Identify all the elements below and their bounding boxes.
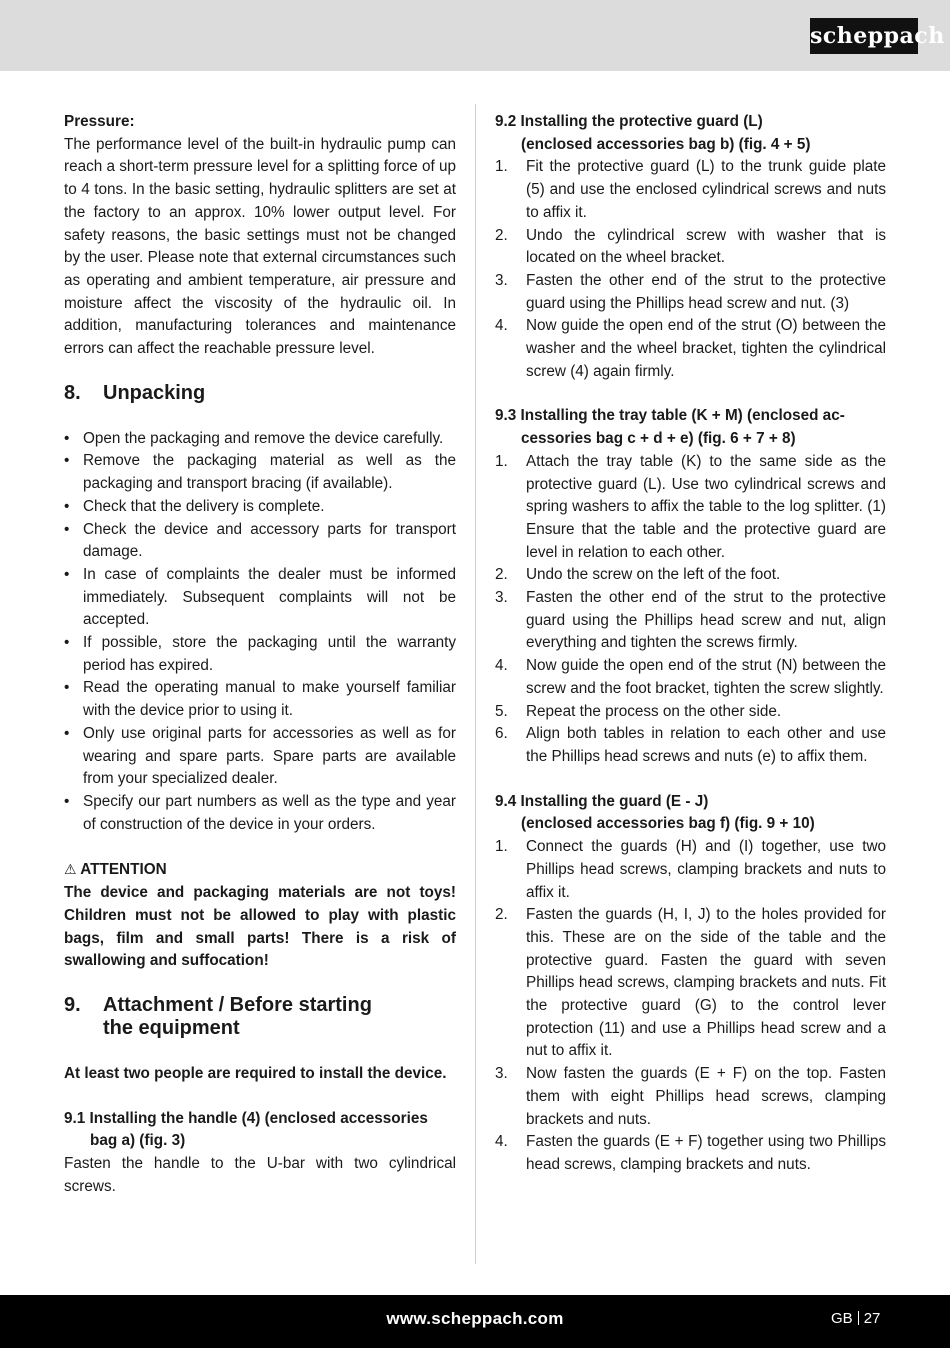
list-item: • Check the device and accessory parts for transport damage. <box>64 520 456 561</box>
attention-text: The device and packaging materials are not toys! Children must not be allowed to play with plastic bags, film and small parts! There is a risk of swallowing and suffocation! <box>64 884 456 970</box>
list-item: 1. Attach the tray table (K) to the same side as the protective guard (L). Use two cylindrical screws and spring washers to affix the table to the log splitter. (1) Ensure that the table and the protective guard are level in relation to each other. <box>495 452 886 561</box>
section-9-title: Attachment / Before starting the equipment <box>103 993 372 1039</box>
bullet-icon: • <box>64 679 70 697</box>
section-9-2-steps <box>495 156 886 383</box>
list-item: 2. Undo the cylindrical screw with washer that is located on the wheel bracket. <box>495 226 886 267</box>
bullet-icon: • <box>64 565 70 583</box>
brand-logo: scheppach <box>810 18 918 54</box>
section-9-3-steps <box>495 451 886 769</box>
list-item: • Check that the delivery is complete. <box>64 496 456 519</box>
list-item: • If possible, store the packaging until the warranty period has expired. <box>64 634 456 674</box>
bullet-icon: • <box>64 497 70 515</box>
warning-triangle-icon: ⚠ <box>64 861 77 878</box>
section-9-4-steps <box>495 836 886 1177</box>
list-item: 3. Fasten the other end of the strut to the protective guard using the Phillips head screw and nut. (3) <box>495 271 886 312</box>
attention-heading <box>64 858 456 882</box>
page-footer <box>0 1295 950 1348</box>
list-item: • Read the operating manual to make yourself familiar with the device prior to using it. <box>64 679 456 720</box>
list-item: 4. Fasten the guards (E + F) together using two Phillips head screws, clamping brackets and nuts. <box>495 1133 886 1173</box>
list-item: • Specify our part numbers as well as the type and year of construction of the device in your orders. <box>64 792 456 833</box>
section-8-title: Unpacking <box>103 381 206 404</box>
unpacking-list <box>64 428 456 837</box>
section-9-intro: At least two people are required to install the device. <box>64 1064 447 1082</box>
right-column <box>495 109 886 1177</box>
section-8-heading <box>64 382 456 405</box>
section-8-number: 8. <box>64 381 81 404</box>
section-9-2-title: 9.2 Installing the protective guard (L) (enclosed accessories bag b) (fig. 4 + 5) <box>495 113 811 153</box>
list-item: 6. Align both tables in relation to each other and use the Phillips head screws and nuts (e) to affix them. <box>495 725 886 765</box>
bullet-icon: • <box>64 452 70 470</box>
list-item: • In case of complaints the dealer must be informed immediately. Subsequent complaints will not be accepted. <box>64 565 456 629</box>
list-item: 2. Fasten the guards (H, I, J) to the holes provided for this. These are on the side of the table and the protective guard. Fasten the guard with seven Phillips head screws, clamping brackets and nuts. Fit the protective guard (G) to the control lever protection (11) and use a Phillips head screw and a nut to affix it. <box>495 906 886 1060</box>
website-link[interactable]: www.scheppach.com <box>386 1309 564 1328</box>
pressure-title: Pressure: <box>64 113 135 130</box>
pressure-text: The performance level of the built-in hydraulic pump can reach a short-term pressure level for a splitting force of up to 4 tons. In the basic setting, hydraulic splitters are set at the factory to an approx. 10% lower output level. For safety reasons, the basic settings must not be changed by the user. Please note that external circumstances such as operating and ambient temperature, air pressure and moisture affect the viscosity of the hydraulic oil. In addition, manufacturing tolerances and maintenance errors can affect the reachable pressure level. <box>64 135 456 358</box>
list-item: 5. Repeat the process on the other side. <box>495 702 782 720</box>
page-number <box>831 1310 880 1327</box>
list-item: 1. Fit the protective guard (L) to the trunk guide plate (5) and use the enclosed cylindrical screws and nuts to affix it. <box>495 158 886 221</box>
list-item: • Open the packaging and remove the device carefully. <box>64 428 456 451</box>
bullet-icon: • <box>64 724 70 742</box>
list-item: • Only use original parts for accessories as well as for wearing and spare parts. Spare parts are available from your specialized dealer. <box>64 724 456 788</box>
column-divider <box>475 104 476 1264</box>
section-9-1-title: 9.1 Installing the handle (4) (enclosed accessories bag a) (fig. 3) <box>64 1109 428 1150</box>
section-9-1-text: Fasten the handle to the U-bar with two cylindrical screws. <box>64 1155 456 1195</box>
list-item: 4. Now guide the open end of the strut (N) between the screw and the foot bracket, tighten the screw slightly. <box>495 657 886 697</box>
page-num: 27 <box>863 1310 881 1327</box>
bullet-icon: • <box>64 792 70 810</box>
language-code: GB <box>831 1310 853 1327</box>
list-item: • Remove the packaging material as well as the packaging and transport bracing (if available). <box>64 452 456 493</box>
section-9-3-title: 9.3 Installing the tray table (K + M) (enclosed ac- cessories bag c + d + e) (fig. 6 + 7 + 8) <box>495 407 845 448</box>
list-item: 2. Undo the screw on the left of the foot. <box>495 566 781 584</box>
list-item: 1. Connect the guards (H) and (I) together, use two Phillips head screws, clamping brackets and nuts to affix it. <box>495 838 886 901</box>
bullet-icon: • <box>64 429 70 447</box>
attention-label: ATTENTION <box>80 861 167 879</box>
section-9-4-title: 9.4 Installing the guard (E - J) (enclosed accessories bag f) (fig. 9 + 10) <box>495 792 815 833</box>
list-item: 3. Fasten the other end of the strut to the protective guard using the Phillips head screw and nut, align everything and tighten the screws firmly. <box>495 589 886 652</box>
section-9-number: 9. <box>64 993 81 1016</box>
separator <box>858 1311 859 1325</box>
bullet-icon: • <box>64 634 70 652</box>
page-header <box>0 0 950 71</box>
list-item: 3. Now fasten the guards (E + F) on the top. Fasten them with eight Phillips head screws, clamping brackets and nuts. <box>495 1065 886 1128</box>
bullet-icon: • <box>64 520 70 538</box>
left-column <box>64 109 456 1198</box>
section-9-heading <box>64 994 456 1040</box>
list-item: 4. Now guide the open end of the strut (O) between the washer and the wheel bracket, tighten the cylindrical screw (4) again firmly. <box>495 317 886 380</box>
